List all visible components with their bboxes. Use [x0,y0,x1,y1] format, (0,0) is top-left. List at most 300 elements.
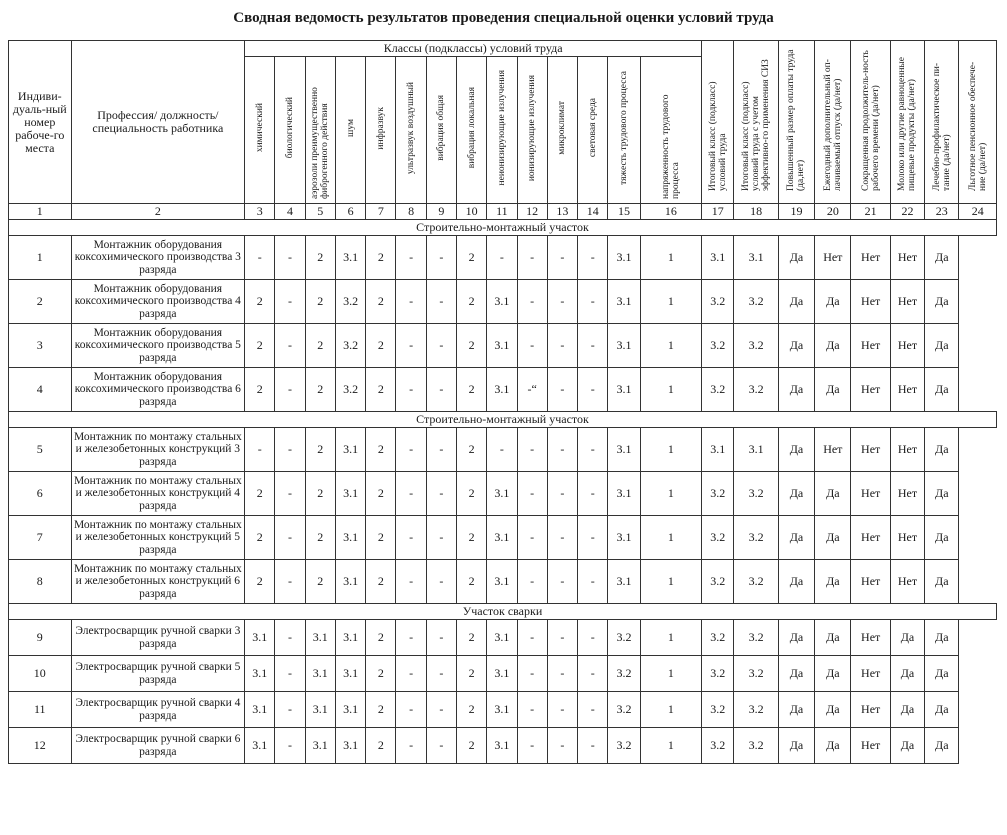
row-id: 4 [9,368,72,412]
header-final-class-siz-label: Итоговый класс (подкласс) условий труда с учетом эффективно-го применения СИЗ [741,59,772,191]
row-value: 2 [366,516,396,560]
row-value: - [517,620,547,656]
column-number: 2 [71,204,245,220]
row-value: Да [925,428,959,472]
row-value: 3.1 [245,620,275,656]
row-value: 3.2 [702,324,734,368]
row-value: Да [815,692,851,728]
row-value: 3.1 [608,516,640,560]
row-value: Да [815,324,851,368]
row-value: - [426,368,456,412]
row-value: Нет [851,620,890,656]
row-value: 2 [366,236,396,280]
header-factor-4 [335,57,365,204]
row-value: Нет [851,368,890,412]
row-value: - [547,516,577,560]
column-number: 4 [275,204,305,220]
row-value: 3.2 [734,280,778,324]
row-profession: Электросварщик ручной сварки 3 разряда [71,620,245,656]
header-extra-4 [890,41,924,204]
table-row [9,368,997,412]
row-value: 1 [640,368,702,412]
row-value: 3.1 [608,324,640,368]
row-value: Да [778,280,814,324]
row-value: Нет [851,236,890,280]
row-value: Да [815,368,851,412]
column-number: 21 [851,204,890,220]
row-value: 2 [366,324,396,368]
row-value: Нет [851,324,890,368]
row-value: - [426,280,456,324]
header-factor-3-label: аэрозоли преимущественно фиброгенного действия [310,87,331,199]
column-number: 15 [608,204,640,220]
row-value: Да [815,280,851,324]
table-row [9,656,997,692]
row-value: 3.2 [702,472,734,516]
row-value: Да [890,656,924,692]
table-row [9,692,997,728]
row-value: 1 [640,324,702,368]
row-value: - [578,728,608,764]
row-value: Да [925,560,959,604]
table-row [9,516,997,560]
header-extra-3 [851,41,890,204]
row-value: 2 [366,656,396,692]
row-value: 3.2 [734,472,778,516]
row-value: 2 [457,516,487,560]
row-value: 2 [457,560,487,604]
header-factor-1 [245,57,275,204]
row-value: - [426,620,456,656]
column-number: 11 [487,204,517,220]
row-value: Нет [890,280,924,324]
row-id: 9 [9,620,72,656]
page-title: Сводная ведомость результатов проведения специальной оценки условий труда [233,10,774,26]
row-value: Да [815,620,851,656]
row-value: Нет [890,324,924,368]
row-value: 3.1 [487,560,517,604]
row-value: 3.2 [734,560,778,604]
row-id: 2 [9,280,72,324]
row-value: 3.2 [702,516,734,560]
row-value: -“ [517,368,547,412]
column-number: 12 [517,204,547,220]
row-value: 1 [640,236,702,280]
row-value: 3.2 [702,728,734,764]
header-extra-6 [959,41,997,204]
row-value: Да [925,728,959,764]
row-profession: Электросварщик ручной сварки 5 разряда [71,656,245,692]
row-value: Нет [815,236,851,280]
row-value: - [578,472,608,516]
row-value: - [396,516,426,560]
row-value: Да [815,516,851,560]
row-value: Да [925,472,959,516]
row-value: 3.1 [245,656,275,692]
column-number: 9 [426,204,456,220]
section-title: Строительно-монтажный участок [9,412,997,428]
row-value: 3.1 [245,728,275,764]
row-id: 5 [9,428,72,472]
row-value: - [426,656,456,692]
row-value: - [275,516,305,560]
row-value: - [517,516,547,560]
row-value: 3.1 [335,560,365,604]
row-value: 3.1 [608,280,640,324]
row-value: - [578,280,608,324]
row-value: - [426,428,456,472]
row-value: Да [778,236,814,280]
row-value: - [578,656,608,692]
column-number: 23 [925,204,959,220]
row-value: - [396,236,426,280]
row-value: 3.1 [734,428,778,472]
row-value: Да [778,472,814,516]
header-factor-7 [426,57,456,204]
row-value: Да [778,656,814,692]
row-value: - [245,236,275,280]
row-value: 3.2 [335,280,365,324]
row-value: 1 [640,516,702,560]
row-value: 3.1 [702,236,734,280]
header-profession: Профессия/ должность/ специальность работника [71,41,245,204]
column-number: 20 [815,204,851,220]
results-table [8,40,997,764]
row-value: - [426,472,456,516]
row-id: 7 [9,516,72,560]
row-value: - [275,656,305,692]
row-value: - [547,692,577,728]
header-classes-group: Классы (подклассы) условий труда [245,41,702,57]
row-value: 2 [366,692,396,728]
row-value: 2 [305,516,335,560]
row-id: 8 [9,560,72,604]
row-value: 3.1 [335,728,365,764]
column-number: 16 [640,204,702,220]
row-value: 3.1 [335,236,365,280]
row-value: Да [778,560,814,604]
row-profession: Электросварщик ручной сварки 6 разряда [71,728,245,764]
header-final-class-label: Итоговый класс (подкласс) условий труда [707,81,728,191]
row-value: - [547,656,577,692]
row-value: 2 [305,368,335,412]
row-value: 3.1 [305,656,335,692]
row-value: 2 [457,428,487,472]
row-value: Да [815,656,851,692]
row-value: Да [925,692,959,728]
table-row [9,620,997,656]
row-value: - [547,560,577,604]
row-value: 2 [305,324,335,368]
header-factor-11-label: микроклимат [557,101,568,155]
row-value: - [275,280,305,324]
header-extra-2 [815,41,851,204]
row-value: 3.1 [305,620,335,656]
row-value: - [275,324,305,368]
header-factor-13-label: тяжесть трудового процесса [618,71,629,185]
section-row [9,220,997,236]
row-value: 2 [457,324,487,368]
row-value: Да [925,656,959,692]
header-extra-3-label: Сокращенная продолжитель-ность рабочего времени (да/нет) [860,50,881,191]
row-value: - [517,324,547,368]
row-value: 3.1 [608,428,640,472]
row-value: - [578,516,608,560]
row-value: 1 [640,620,702,656]
row-value: 2 [457,280,487,324]
column-number-row [9,204,997,220]
row-value: 2 [366,472,396,516]
header-final-class [702,41,734,204]
row-value: Нет [851,728,890,764]
row-value: - [517,236,547,280]
row-profession: Монтажник по монтажу стальных и железобетонных конструкций 3 разряда [71,428,245,472]
row-value: Нет [890,428,924,472]
header-factor-2-label: биологический [285,97,296,159]
row-value: Да [778,728,814,764]
row-value: 3.2 [608,656,640,692]
column-number: 19 [778,204,814,220]
row-value: Нет [851,560,890,604]
row-value: 2 [457,472,487,516]
row-value: - [547,324,577,368]
header-extra-5 [925,41,959,204]
row-value: - [396,280,426,324]
row-value: 2 [305,472,335,516]
column-number: 3 [245,204,275,220]
row-value: Да [925,620,959,656]
row-value: - [396,656,426,692]
row-value: 3.1 [702,428,734,472]
row-value: - [426,692,456,728]
row-value: 3.1 [608,236,640,280]
row-value: - [396,620,426,656]
header-factor-12 [578,57,608,204]
header-factor-10-label: ионизирующие излучения [527,74,538,182]
row-value: 3.2 [702,656,734,692]
row-value: Да [778,324,814,368]
row-value: Да [815,472,851,516]
row-value: 2 [245,516,275,560]
row-value: Нет [815,428,851,472]
column-number: 6 [335,204,365,220]
row-profession: Монтажник оборудования коксохимического производства 6 разряда [71,368,245,412]
row-value: 2 [366,560,396,604]
row-value: - [426,324,456,368]
row-value: - [547,472,577,516]
table-row [9,560,997,604]
row-value: - [396,324,426,368]
row-value: 3.1 [487,368,517,412]
row-value: Нет [890,368,924,412]
row-value: Да [925,280,959,324]
row-value: 3.1 [487,692,517,728]
header-factor-7-label: вибрация общая [436,95,447,161]
row-value: 3.1 [608,560,640,604]
header-extra-4-label: Молоко или другие равноценные пищевые продукты (да/нет) [897,56,918,191]
row-value: Да [925,236,959,280]
row-value: - [578,368,608,412]
row-value: Нет [851,692,890,728]
row-value: - [275,560,305,604]
row-value: 2 [457,656,487,692]
row-value: 3.1 [608,368,640,412]
row-value: 3.2 [335,368,365,412]
row-value: - [426,728,456,764]
row-id: 12 [9,728,72,764]
row-value: 2 [366,368,396,412]
section-title: Строительно-монтажный участок [9,220,997,236]
table-row [9,728,997,764]
row-value: Да [778,428,814,472]
row-value: 2 [245,560,275,604]
row-profession: Монтажник оборудования коксохимического производства 5 разряда [71,324,245,368]
header-extra-2-label: Ежегодный дополнительный оп-лачиваемый отпуск (да/нет) [822,59,843,191]
row-value: - [517,280,547,324]
row-value: 3.2 [734,656,778,692]
row-value: 2 [245,472,275,516]
row-id: 10 [9,656,72,692]
table-row [9,428,997,472]
row-profession: Монтажник оборудования коксохимического производства 3 разряда [71,236,245,280]
row-value: 3.2 [734,728,778,764]
row-value: 2 [457,728,487,764]
header-row-1 [9,41,997,57]
row-value: 2 [305,560,335,604]
row-value: 3.2 [702,280,734,324]
row-value: - [578,236,608,280]
row-value: - [396,428,426,472]
row-value: 2 [305,280,335,324]
row-value: 3.1 [487,280,517,324]
row-value: 3.1 [335,428,365,472]
row-profession: Монтажник по монтажу стальных и железобетонных конструкций 5 разряда [71,516,245,560]
row-value: - [426,516,456,560]
row-value: - [275,368,305,412]
header-factor-8 [457,57,487,204]
column-number: 13 [547,204,577,220]
header-factor-9-label: неионизирующие излучения [496,70,507,186]
row-value: 2 [245,324,275,368]
row-value: 2 [366,280,396,324]
header-factor-1-label: химический [254,103,265,153]
header-id: Индиви-дуаль-ный номер рабоче-го места [9,41,72,204]
row-value: 3.1 [487,324,517,368]
row-value: Да [925,368,959,412]
row-value: - [547,428,577,472]
row-value: - [517,692,547,728]
row-value: 3.2 [335,324,365,368]
row-value: Да [778,516,814,560]
row-value: 2 [457,692,487,728]
row-value: 3.2 [608,692,640,728]
row-value: 2 [366,428,396,472]
row-value: - [517,728,547,764]
header-extra-6-label: Льготное пенсионное обеспече-ние (да/нет) [967,61,988,191]
section-row [9,412,997,428]
header-factor-6 [396,57,426,204]
row-value: - [578,692,608,728]
row-value: 1 [640,692,702,728]
row-value: 1 [640,472,702,516]
row-value: - [578,560,608,604]
column-number: 7 [366,204,396,220]
row-value: 3.1 [245,692,275,728]
row-value: 3.1 [608,472,640,516]
header-factor-4-label: шум [345,119,356,137]
row-value: - [578,324,608,368]
header-extra-1 [778,41,814,204]
row-value: 3.1 [487,472,517,516]
row-value: 3.2 [734,620,778,656]
row-value: 3.1 [335,692,365,728]
row-id: 1 [9,236,72,280]
header-factor-14 [640,57,702,204]
row-value: - [275,620,305,656]
row-value: - [517,560,547,604]
row-value: 3.2 [702,620,734,656]
table-row [9,236,997,280]
row-value: - [396,560,426,604]
row-value: Нет [851,428,890,472]
row-value: 3.1 [305,728,335,764]
header-factor-5-label: инфразвук [375,106,386,150]
row-value: 3.1 [734,236,778,280]
row-value: Да [778,620,814,656]
row-value: Да [890,728,924,764]
row-value: 1 [640,280,702,324]
row-value: - [396,368,426,412]
row-value: 2 [245,368,275,412]
header-factor-5 [366,57,396,204]
row-value: 3.2 [702,368,734,412]
row-value: Нет [890,516,924,560]
row-value: 3.1 [305,692,335,728]
row-value: 3.2 [608,620,640,656]
column-number: 22 [890,204,924,220]
row-value: 2 [457,236,487,280]
row-value: 3.2 [702,692,734,728]
row-value: - [275,728,305,764]
row-value: - [578,428,608,472]
row-value: Да [890,692,924,728]
row-value: Да [815,728,851,764]
row-value: 3.2 [734,368,778,412]
header-extra-5-label: Лечебно-профилактическое пи-тание (да/нет) [931,62,952,191]
row-value: 1 [640,428,702,472]
column-number: 8 [396,204,426,220]
row-value: Нет [851,656,890,692]
row-value: 3.1 [335,620,365,656]
header-factor-10 [517,57,547,204]
column-number: 24 [959,204,997,220]
row-value: Да [778,692,814,728]
row-value: Да [815,560,851,604]
row-id: 11 [9,692,72,728]
row-value: 2 [245,280,275,324]
column-number: 18 [734,204,778,220]
row-value: 3.1 [487,620,517,656]
row-value: 2 [457,368,487,412]
row-value: - [578,620,608,656]
column-number: 14 [578,204,608,220]
row-value: - [547,236,577,280]
row-value: Нет [851,280,890,324]
row-value: 2 [366,728,396,764]
row-value: 3.1 [487,656,517,692]
row-value: Нет [890,236,924,280]
column-number: 10 [457,204,487,220]
